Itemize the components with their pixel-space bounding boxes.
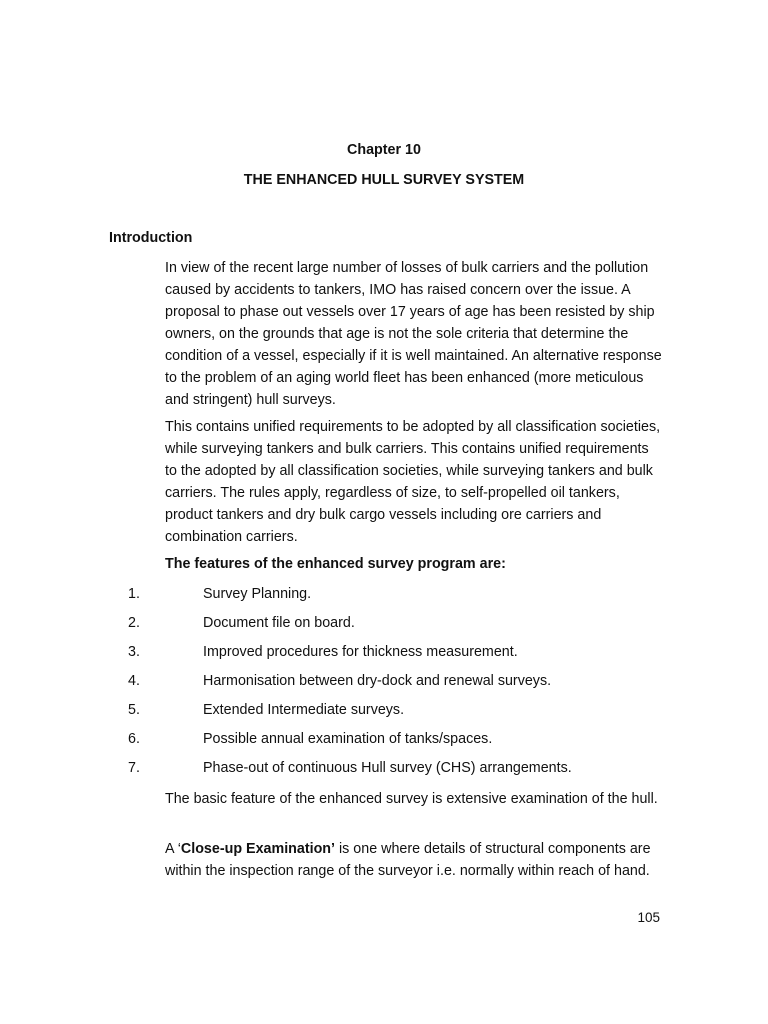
chapter-title: THE ENHANCED HULL SURVEY SYSTEM <box>243 172 525 188</box>
list-item <box>0 673 768 695</box>
list-item-text: Document file on board. <box>203 615 355 631</box>
features-heading: The features of the enhanced survey program are: <box>165 556 506 572</box>
list-item-text: Possible annual examination of tanks/spaces. <box>203 731 493 747</box>
close-up-prefix: A ‘ <box>165 841 181 857</box>
list-item-number: 5. <box>128 702 140 718</box>
list-item-number: 2. <box>128 615 140 631</box>
list-item-text: Survey Planning. <box>203 586 312 602</box>
list-item <box>0 586 768 608</box>
list-item-number: 4. <box>128 673 140 689</box>
list-item-number: 7. <box>128 760 140 776</box>
close-up-term: Close-up Examination’ <box>180 841 336 857</box>
intro-paragraph-1: In view of the recent large number of losses of bulk carriers and the pollution caused by accidents to tankers, IMO has raised concern over the issue. A proposal to phase out vessels over 17 years of age has been resisted by ship owners, on the grounds that age is not the sole criteria that determine the condition of a vessel, especially if it is well maintained. An alternative response to the problem of an aging world fleet has been enhanced (more meticulous and stringent) hull surveys. <box>165 260 662 408</box>
basic-feature-paragraph: The basic feature of the enhanced survey is extensive examination of the hull. <box>165 791 658 807</box>
list-item-number: 3. <box>128 644 140 660</box>
list-item <box>0 760 768 782</box>
list-item-text: Phase-out of continuous Hull survey (CHS) arrangements. <box>203 760 572 776</box>
list-item-text: Extended Intermediate surveys. <box>203 702 405 718</box>
list-item-text: Harmonisation between dry-dock and renewal surveys. <box>203 673 552 689</box>
intro-paragraph-2: This contains unified requirements to be adopted by all classification societies, while surveying tankers and bulk carriers. This contains unified requirements to the adopted by all classification societies, while surveying tankers and bulk carriers. The rules apply, regardless of size, to self-propelled oil tankers, product tankers and dry bulk cargo vessels including ore carriers and combination carriers. <box>165 419 661 545</box>
chapter-label: Chapter 10 <box>347 142 421 158</box>
section-heading: Introduction <box>109 230 193 246</box>
list-item <box>0 615 768 637</box>
list-item-text: Improved procedures for thickness measurement. <box>203 644 518 660</box>
page-number: 105 <box>637 910 660 925</box>
close-up-definition: is one where details of structural components are within the inspection range of the surveyor i.e. normally within reach of hand. <box>165 841 651 879</box>
list-item <box>0 731 768 753</box>
list-item <box>0 644 768 666</box>
close-up-paragraph <box>165 838 662 882</box>
list-item-number: 1. <box>128 586 140 602</box>
list-item <box>0 702 768 724</box>
list-item-number: 6. <box>128 731 140 747</box>
